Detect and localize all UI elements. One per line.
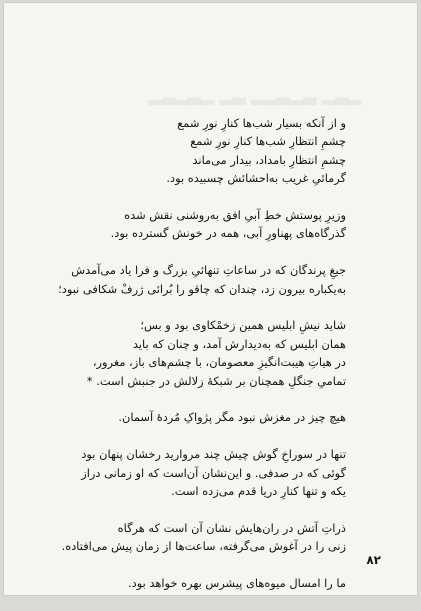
stanza-6 bbox=[26, 445, 346, 500]
show-through-heading: ▂▃▂ ▃▂▃▂▂ ▃▂ ▂▃▂▃▂ bbox=[148, 86, 361, 106]
stanza-7 bbox=[26, 519, 346, 556]
poem-line: و از آنکه بسیار شب‌ها کنارِ نورِ شمع bbox=[177, 116, 346, 130]
poem-line: یکه و تنها کنارِ دریا قدم می‌زده است. bbox=[171, 484, 346, 499]
poem-line: ما را امسال میوه‌های پیشرس بهره خواهد بود. bbox=[128, 576, 346, 591]
poem-line: گذرگاه‌های پهناورِ آبی، همه در خونش گسترده بود. bbox=[110, 226, 346, 241]
poem-line: زنی را در آغوش می‌گرفته، ساعت‌ها از زمان پیش می‌افتاده. bbox=[61, 539, 346, 554]
poem-line: در هیاتِ هیبت‌انگیزِ معصومان، با چشم‌های باز، مغرور، bbox=[92, 355, 346, 370]
poem-line: تمامیِ جنگلِ همچنان بر شبکهٔ زلالش در جنبش است. * bbox=[86, 373, 346, 388]
poem-line: به‌یکباره بیرون زد، چندان که چاقو را بُرائی ژرفْ شکافی نبود؛ bbox=[58, 281, 346, 296]
poem-line: وزیرِ پوستش خطِ آبیِ افق به‌روشنی نقش شده bbox=[124, 208, 346, 223]
poem-line: چشمِ انتظارِ شب‌ها کنارِ نورِ شمع bbox=[190, 134, 346, 149]
poem-line: همان ابلیس که به‌دیدارش آمد، و چنان که باید bbox=[132, 336, 346, 351]
poem-line: شاید نیشِ ابلیس همین زخمْکاوی بود و بس؛ bbox=[140, 318, 346, 333]
poem-line: تنها در سوراخِ گوش چیش چند مروارید رخشان پنهان بود bbox=[81, 447, 346, 462]
stanza-1 bbox=[26, 114, 346, 188]
poem-line: چشمِ انتظارِ بامداد، بیدار می‌ماند bbox=[192, 152, 346, 167]
stanza-4 bbox=[26, 316, 346, 390]
stanza-2 bbox=[26, 206, 346, 243]
poem-line: هیچ چیز در مغزش نبود مگر پژواکِ مُردهٔ آسمان. bbox=[118, 410, 346, 425]
stanza-5 bbox=[26, 408, 346, 426]
poem-line: گرمائیِ غریب به‌احشائش چسبیده بود. bbox=[166, 171, 346, 186]
poem-text bbox=[26, 114, 346, 611]
poem-line: جیغِ پرندگان که در ساعاتِ تنهائیِ بزرگ و فرا یاد می‌آمدش bbox=[71, 263, 346, 278]
page-number: ۸۲ bbox=[366, 553, 381, 567]
book-page bbox=[4, 3, 417, 595]
stanza-8 bbox=[26, 574, 346, 592]
poem-line: ذراتِ آتش در ران‌هایش نشان آن است که هرگاه bbox=[117, 520, 346, 535]
poem-line: گوئی که در صدفی. و این‌نشان آن‌است که او زمانی دراز bbox=[81, 465, 346, 480]
stanza-3 bbox=[26, 261, 346, 298]
